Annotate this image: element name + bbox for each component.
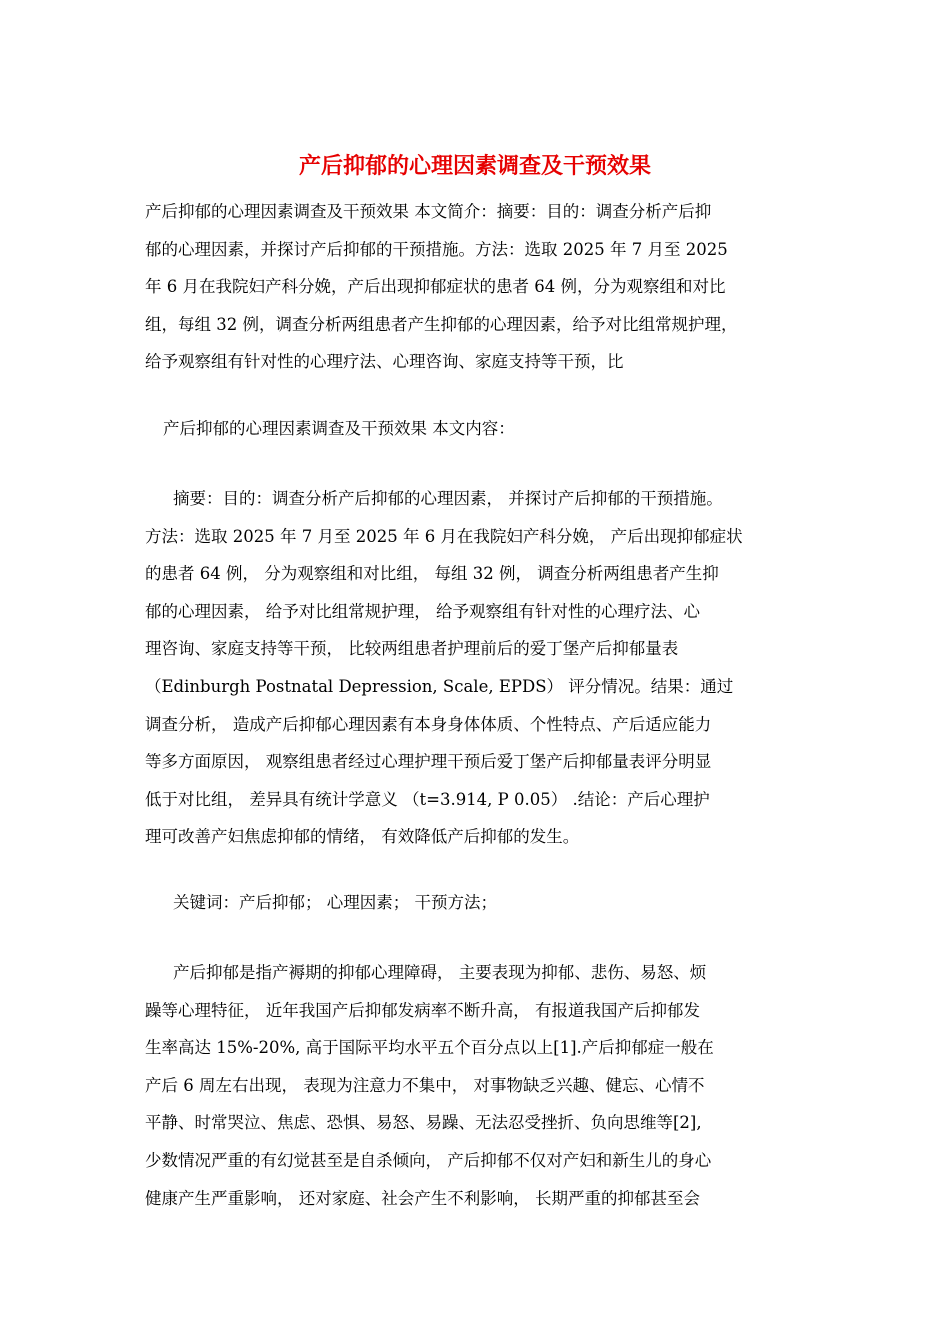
abstract-line: 低于对比组， 差异具有统计学意义 （t=3.914, P 0.05） .结论：产后心理护 [145,789,710,809]
abstract-line: 的患者 64 例， 分为观察组和对比组， 每组 32 例， 调查分析两组患者产生抑 [145,564,719,584]
abstract-line: 调查分析， 造成产后抑郁心理因素有本身身体体质、个性特点、产后适应能力 [145,714,712,734]
intro-line: 给予观察组有针对性的心理疗法、心理咨询、家庭支持等干预，比 [145,352,624,372]
content-label: 产后抑郁的心理因素调查及干预效果 本文内容： [163,419,515,438]
body-paragraph [145,954,815,1217]
abstract-line: 等多方面原因， 观察组患者经过心理护理干预后爱丁堡产后抑郁量表评分明显 [145,752,712,772]
body-line: 躁等心理特征， 近年我国产后抑郁发病率不断升高， 有报道我国产后抑郁发 [145,1000,700,1020]
abstract-line: 理咨询、家庭支持等干预， 比较两组患者护理前后的爱丁堡产后抑郁量表 [145,639,679,659]
intro-paragraph [145,193,815,381]
body-line: 少数情况严重的有幻觉甚至是自杀倾向， 产后抑郁不仅对产妇和新生儿的身心 [145,1150,712,1170]
abstract-line: 摘要：目的：调查分析产后抑郁的心理因素， 并探讨产后抑郁的干预措施。 [173,489,723,508]
content-label-paragraph [145,410,815,448]
abstract-line: 方法：选取 2025 年 7 月至 2025 年 6 月在我院妇产科分娩， 产后出现抑郁症状 [145,526,743,546]
keywords-line: 关键词：产后抑郁； 心理因素； 干预方法； [173,893,497,912]
abstract-line: 郁的心理因素， 给予对比组常规护理， 给予观察组有针对性的心理疗法、心 [145,601,700,621]
body-line: 产后 6 周左右出现， 表现为注意力不集中， 对事物缺乏兴趣、健忘、心情不 [145,1075,705,1095]
intro-line: 年 6 月在我院妇产科分娩，产后出现抑郁症状的患者 64 例，分为观察组和对比 [145,277,726,297]
keywords-paragraph [145,884,815,922]
body-line: 生率高达 15%-20%, 高于国际平均水平五个百分点以上[1].产后抑郁症一般在 [145,1038,714,1058]
abstract-line: 理可改善产妇焦虑抑郁的情绪， 有效降低产后抑郁的发生。 [145,827,580,847]
abstract-paragraph [145,480,815,856]
abstract-line: （Edinburgh Postnatal Depression, Scale, EPDS） 评分情况。结果：通过 [145,676,734,696]
document-title: 产后抑郁的心理因素调查及干预效果 [298,154,651,179]
intro-line: 郁的心理因素，并探讨产后抑郁的干预措施。方法：选取 2025 年 7 月至 2025 [145,239,728,259]
intro-line: 产后抑郁的心理因素调查及干预效果 本文简介：摘要：目的：调查分析产后抑 [145,202,712,221]
intro-line: 组，每组 32 例，调查分析两组患者产生抑郁的心理因素，给予对比组常规护理， [145,314,738,334]
body-line: 产后抑郁是指产褥期的抑郁心理障碍， 主要表现为抑郁、悲伤、易怒、烦 [173,963,707,982]
body-line: 健康产生严重影响， 还对家庭、社会产生不利影响， 长期严重的抑郁甚至会 [145,1188,700,1208]
body-line: 平静、时常哭泣、焦虑、恐惧、易怒、易躁、无法忍受挫折、负向思维等[2], [145,1113,702,1133]
